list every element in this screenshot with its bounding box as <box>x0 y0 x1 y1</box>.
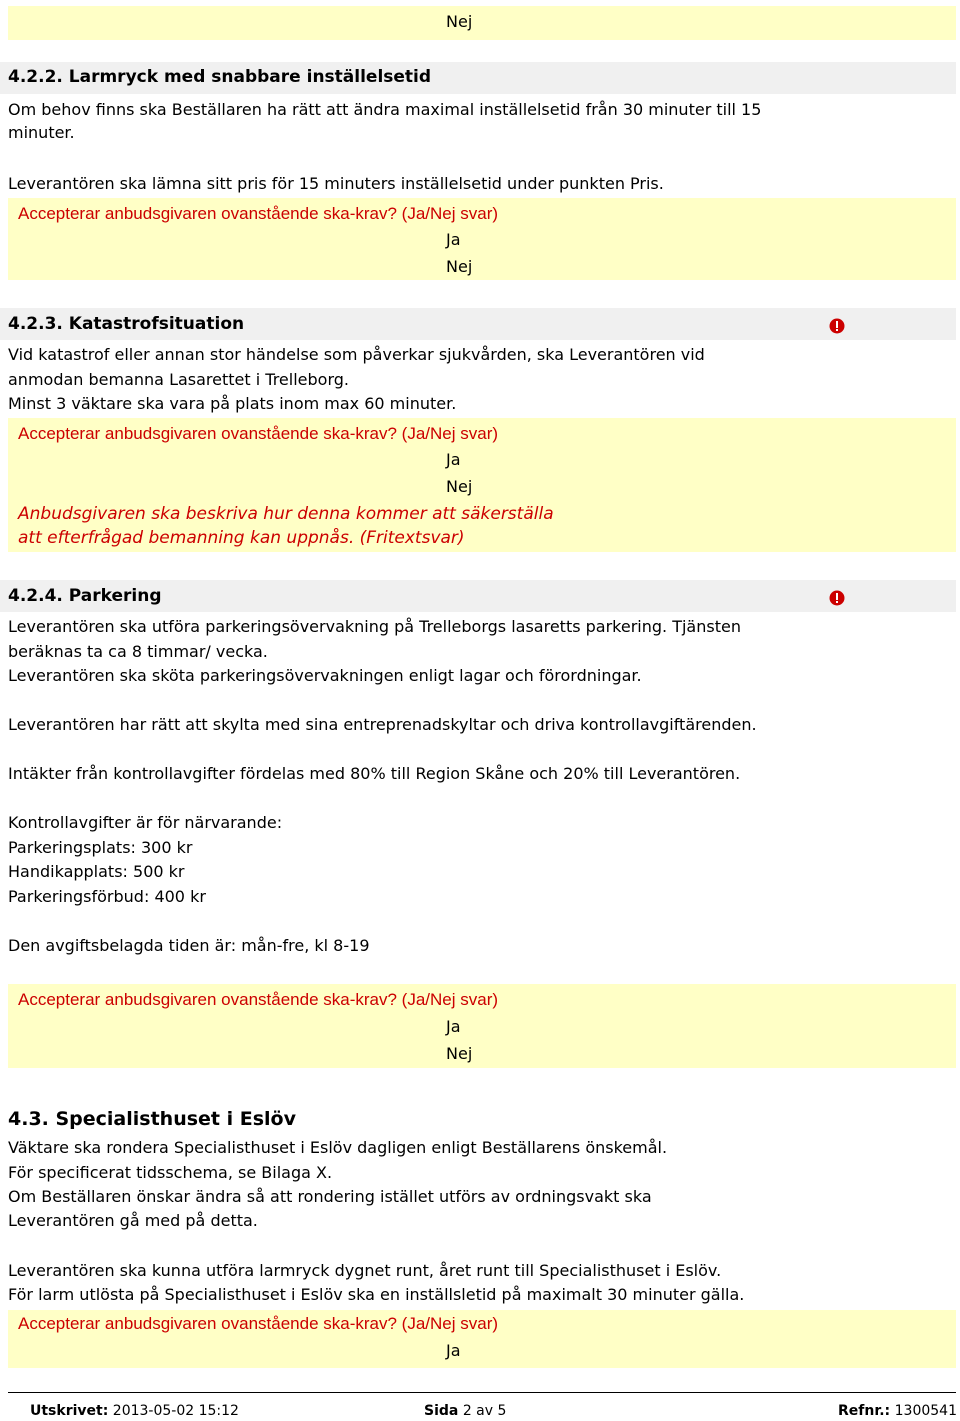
paragraph-line: Intäkter från kontrollavgifter fördelas med 80% till Region Skåne och 20% till Leverantören. <box>8 764 741 783</box>
paragraph-line: För larm utlösta på Specialisthuset i Eslöv ska en inställsletid på maximalt 30 minuter gälla. <box>8 1285 745 1304</box>
paragraph-line: anmodan bemanna Lasarettet i Trelleborg. <box>8 370 349 389</box>
warning-icon <box>829 590 845 606</box>
paragraph-line: För specificerat tidsschema, se Bilaga X. <box>8 1163 333 1182</box>
paragraph-line: Leverantören ska sköta parkeringsövervakningen enligt lagar och förordningar. <box>8 666 642 685</box>
question-text: Accepterar anbudsgivaren ovanstående ska-krav? (Ja/Nej svar) <box>18 424 499 443</box>
footer-ref-value: 1300541 <box>894 1403 957 1419</box>
warning-icon <box>829 318 845 334</box>
question-text: Accepterar anbudsgivaren ovanstående ska-krav? (Ja/Nej svar) <box>18 990 499 1009</box>
answer-box-422 <box>8 198 956 280</box>
paragraph-line: Leverantören ska utföra parkeringsövervakning på Trelleborgs lasaretts parkering. Tjänsten <box>8 617 741 636</box>
answer-option-nej[interactable]: Nej <box>446 12 473 31</box>
answer-option-nej[interactable]: Nej <box>446 1044 473 1063</box>
section-title-423: 4.2.3. Katastrofsituation <box>8 314 245 334</box>
answer-box-424 <box>8 984 956 1068</box>
footer-printed-value: 2013-05-02 15:12 <box>112 1403 239 1419</box>
footer-ref <box>838 1403 957 1419</box>
freetext-prompt <box>18 502 554 550</box>
answer-option-nej[interactable]: Nej <box>446 257 473 276</box>
answer-box-423 <box>8 418 956 552</box>
paragraph-line: Den avgiftsbelagda tiden är: mån-fre, kl 8-19 <box>8 936 370 955</box>
paragraph-line: Parkeringsplats: 300 kr <box>8 838 193 857</box>
paragraph-line: Kontrollavgifter är för närvarande: <box>8 813 283 832</box>
paragraph-line: Handikapplats: 500 kr <box>8 862 185 881</box>
paragraph-line: Leverantören ska lämna sitt pris för 15 minuters inställelsetid under punkten Pris. <box>8 174 664 193</box>
paragraph-line: Parkeringsförbud: 400 kr <box>8 887 206 906</box>
answer-option-ja[interactable]: Ja <box>446 1017 461 1036</box>
paragraph-line: Väktare ska rondera Specialisthuset i Eslöv dagligen enligt Beställarens önskemål. <box>8 1138 668 1157</box>
paragraph-line: Minst 3 väktare ska vara på plats inom max 60 minuter. <box>8 394 457 413</box>
paragraph-line: beräknas ta ca 8 timmar/ vecka. <box>8 642 268 661</box>
paragraph-line: minuter. <box>8 123 75 142</box>
footer-page-label: Sida <box>424 1403 459 1419</box>
paragraph-line: Leverantören har rätt att skylta med sina entreprenadskyltar och driva kontrollavgiftärenden. <box>8 715 757 734</box>
footer-ref-label: Refnr.: <box>838 1403 891 1419</box>
answer-option-ja[interactable]: Ja <box>446 1341 461 1360</box>
question-text: Accepterar anbudsgivaren ovanstående ska-krav? (Ja/Nej svar) <box>18 1314 499 1333</box>
footer-printed <box>30 1403 239 1419</box>
footer-printed-label: Utskrivet: <box>30 1403 109 1419</box>
paragraph-line: Leverantören ska kunna utföra larmryck dygnet runt, året runt till Specialisthuset i Eslöv. <box>8 1261 722 1280</box>
question-text: Accepterar anbudsgivaren ovanstående ska-krav? (Ja/Nej svar) <box>18 204 499 223</box>
section-title-422: 4.2.2. Larmryck med snabbare inställelsetid <box>8 67 432 87</box>
answer-option-ja[interactable]: Ja <box>446 230 461 249</box>
section-title-43: 4.3. Specialisthuset i Eslöv <box>8 1108 296 1130</box>
answer-box-top <box>8 6 956 40</box>
freetext-line: Anbudsgivaren ska beskriva hur denna kommer att säkerställa <box>18 504 554 524</box>
footer-rule <box>8 1392 956 1393</box>
footer-page <box>424 1403 506 1419</box>
paragraph-line: Vid katastrof eller annan stor händelse som påverkar sjukvården, ska Leverantören vid <box>8 345 705 364</box>
paragraph-line: Om behov finns ska Beställaren ha rätt att ändra maximal inställelsetid från 30 minuter till 15 <box>8 100 762 119</box>
section-title-424: 4.2.4. Parkering <box>8 586 162 606</box>
answer-option-nej[interactable]: Nej <box>446 477 473 496</box>
answer-box-43 <box>8 1310 956 1368</box>
paragraph-line: Om Beställaren önskar ändra så att rondering istället utförs av ordningsvakt ska <box>8 1187 652 1206</box>
paragraph-line: Leverantören gå med på detta. <box>8 1211 258 1230</box>
footer-page-value: 2 av 5 <box>462 1403 507 1419</box>
freetext-line: att efterfrågad bemanning kan uppnås. (Fritextsvar) <box>18 528 465 548</box>
answer-option-ja[interactable]: Ja <box>446 450 461 469</box>
